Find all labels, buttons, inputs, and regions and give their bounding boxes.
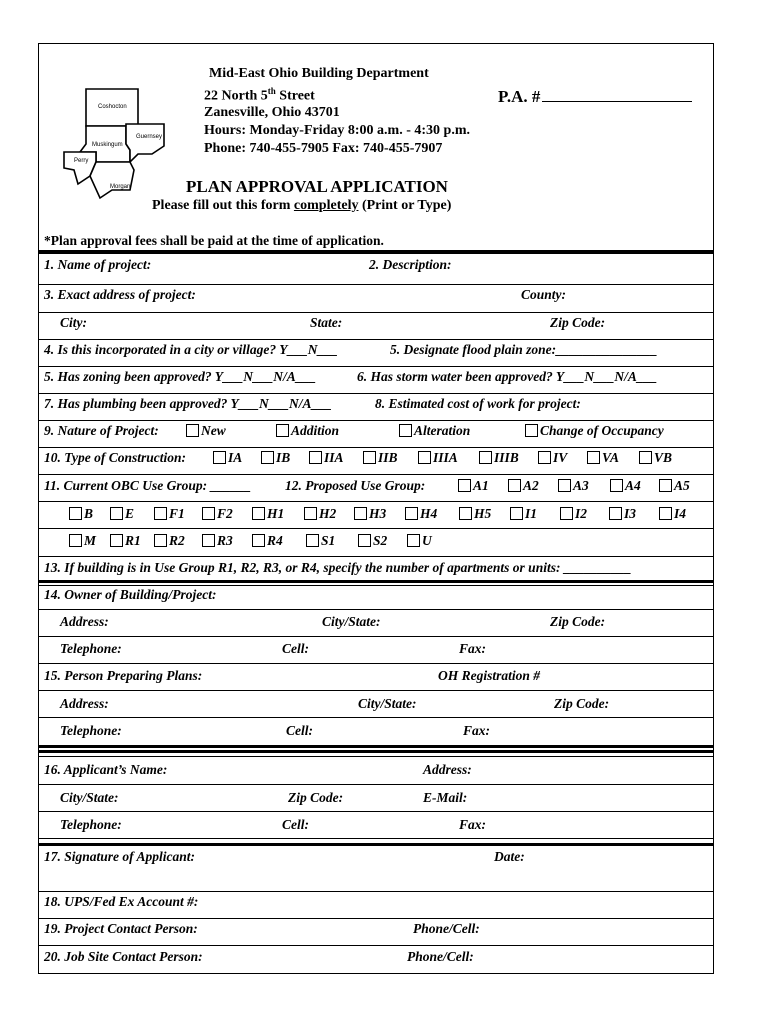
street-suffix: Street bbox=[275, 88, 315, 104]
use-option[interactable] bbox=[558, 478, 589, 494]
preparer-label[interactable]: 15. Person Preparing Plans: bbox=[44, 668, 203, 683]
checkbox[interactable] bbox=[560, 507, 573, 520]
rule bbox=[38, 838, 714, 839]
use-option[interactable] bbox=[610, 478, 641, 494]
county-label[interactable]: County: bbox=[521, 287, 567, 302]
street-prefix: 22 North 5 bbox=[204, 88, 268, 104]
street-sup: th bbox=[267, 86, 276, 96]
checkbox[interactable] bbox=[525, 424, 538, 437]
use-option[interactable] bbox=[358, 533, 387, 549]
checkbox[interactable] bbox=[399, 424, 412, 437]
checkbox[interactable] bbox=[587, 451, 600, 464]
construction-option-label: IB bbox=[276, 450, 291, 465]
project-address-label[interactable]: 3. Exact address of project: bbox=[44, 287, 196, 302]
nature-new-label: New bbox=[201, 423, 226, 438]
use-option-label: H3 bbox=[369, 506, 387, 521]
preparer-fax-label[interactable]: Fax: bbox=[463, 723, 490, 738]
checkbox[interactable] bbox=[479, 451, 492, 464]
checkbox[interactable] bbox=[418, 451, 431, 464]
checkbox[interactable] bbox=[304, 507, 317, 520]
form-subtitle bbox=[152, 198, 500, 214]
construction-option-label: VB bbox=[654, 450, 673, 465]
use-option-label: H5 bbox=[474, 506, 492, 521]
county-morgan bbox=[90, 162, 134, 198]
use-option[interactable] bbox=[202, 533, 233, 549]
use-option-label: B bbox=[84, 506, 94, 521]
checkbox[interactable] bbox=[358, 534, 371, 547]
use-option-label: U bbox=[422, 533, 432, 548]
oh-registration-label[interactable]: OH Registration # bbox=[438, 668, 541, 683]
rule bbox=[38, 284, 714, 285]
rule bbox=[38, 663, 714, 664]
nature-alteration-label: Alteration bbox=[414, 423, 471, 438]
nature-addition-option[interactable] bbox=[276, 423, 339, 439]
rule bbox=[38, 636, 714, 637]
applicant-name-label[interactable]: 16. Applicant’s Name: bbox=[44, 762, 168, 777]
checkbox[interactable] bbox=[609, 507, 622, 520]
checkbox[interactable] bbox=[276, 424, 289, 437]
use-option[interactable] bbox=[407, 533, 432, 549]
rule bbox=[38, 918, 714, 919]
rule bbox=[38, 891, 714, 892]
use-option[interactable] bbox=[560, 506, 587, 522]
applicant-email-label[interactable]: E-Mail: bbox=[423, 790, 468, 805]
use-option[interactable] bbox=[154, 533, 185, 549]
map-label-coshocton: Coshocton bbox=[98, 104, 127, 110]
site-contact-phone-label[interactable]: Phone/Cell: bbox=[407, 949, 474, 964]
flood-zone-question[interactable]: 5. Designate flood plain zone:_______________ bbox=[390, 342, 658, 357]
use-option[interactable] bbox=[354, 506, 386, 522]
nature-alteration-option[interactable] bbox=[399, 423, 470, 439]
preparer-address-label[interactable]: Address: bbox=[60, 696, 109, 711]
rule bbox=[38, 420, 714, 421]
checkbox[interactable] bbox=[252, 534, 265, 547]
rule bbox=[38, 756, 714, 757]
use-option-label: H4 bbox=[420, 506, 438, 521]
use-option-label: A5 bbox=[674, 478, 690, 493]
owner-fax-label[interactable]: Fax: bbox=[459, 641, 486, 656]
use-option-label: R2 bbox=[169, 533, 185, 548]
rule bbox=[38, 811, 714, 812]
site-contact-label[interactable]: 20. Job Site Contact Person: bbox=[44, 949, 203, 964]
checkbox[interactable] bbox=[659, 507, 672, 520]
use-option[interactable] bbox=[306, 533, 335, 549]
project-contact-label[interactable]: 19. Project Contact Person: bbox=[44, 921, 198, 936]
rule bbox=[38, 556, 714, 557]
checkbox[interactable] bbox=[186, 424, 199, 437]
nature-change-option[interactable] bbox=[525, 423, 664, 439]
checkbox[interactable] bbox=[306, 534, 319, 547]
rule bbox=[38, 945, 714, 946]
use-option-label: R1 bbox=[125, 533, 141, 548]
phone-line: Phone: 740-455-7905 Fax: 740-455-7907 bbox=[204, 141, 443, 156]
use-option[interactable] bbox=[154, 506, 185, 522]
checkbox[interactable] bbox=[110, 507, 123, 520]
use-option[interactable] bbox=[69, 533, 96, 549]
rule bbox=[38, 717, 714, 718]
use-option[interactable] bbox=[252, 506, 284, 522]
checkbox[interactable] bbox=[309, 451, 322, 464]
map-label-perry: Perry bbox=[74, 158, 89, 164]
checkbox[interactable] bbox=[538, 451, 551, 464]
pa-label: P.A. # bbox=[498, 87, 541, 106]
preparer-city-state-label[interactable]: City/State: bbox=[358, 696, 417, 711]
applicant-address-label[interactable]: Address: bbox=[423, 762, 472, 777]
construction-option-label: IV bbox=[553, 450, 568, 465]
owner-address-label[interactable]: Address: bbox=[60, 614, 109, 629]
construction-option[interactable] bbox=[479, 450, 519, 466]
rule bbox=[38, 585, 714, 586]
checkbox[interactable] bbox=[610, 479, 623, 492]
form-title: PLAN APPROVAL APPLICATION bbox=[186, 177, 448, 196]
use-option[interactable] bbox=[304, 506, 336, 522]
rule bbox=[38, 339, 714, 340]
use-option-label: A2 bbox=[523, 478, 539, 493]
use-option-label: H2 bbox=[319, 506, 337, 521]
use-option-label: M bbox=[84, 533, 97, 548]
construction-option[interactable] bbox=[261, 450, 290, 466]
checkbox[interactable] bbox=[639, 451, 652, 464]
checkbox[interactable] bbox=[252, 507, 265, 520]
owner-zip-label[interactable]: Zip Code: bbox=[550, 614, 606, 629]
use-option-label: I3 bbox=[624, 506, 637, 521]
construction-label: 10. Type of Construction: bbox=[44, 450, 187, 465]
checkbox[interactable] bbox=[508, 479, 521, 492]
use-option-label: I1 bbox=[525, 506, 538, 521]
map-label-guernsey: Guernsey bbox=[136, 134, 163, 140]
owner-label[interactable]: 14. Owner of Building/Project: bbox=[44, 587, 217, 602]
rule bbox=[38, 250, 714, 254]
description-label[interactable]: 2. Description: bbox=[369, 257, 452, 272]
subtitle-underlined: completely bbox=[293, 198, 359, 213]
proposed-use-label: 12. Proposed Use Group: bbox=[285, 478, 426, 493]
rule bbox=[38, 474, 714, 475]
applicant-fax-label[interactable]: Fax: bbox=[459, 817, 486, 832]
zip-label[interactable]: Zip Code: bbox=[550, 315, 606, 330]
rule bbox=[38, 528, 714, 529]
pa-number[interactable] bbox=[498, 86, 692, 107]
checkbox[interactable] bbox=[659, 479, 672, 492]
use-option-label: A1 bbox=[473, 478, 489, 493]
rule bbox=[38, 501, 714, 502]
applicant-telephone-label[interactable]: Telephone: bbox=[60, 817, 122, 832]
preparer-telephone-label[interactable]: Telephone: bbox=[60, 723, 122, 738]
rule bbox=[38, 690, 714, 691]
owner-telephone-label[interactable]: Telephone: bbox=[60, 641, 122, 656]
checkbox[interactable] bbox=[459, 507, 472, 520]
plumbing-question[interactable]: 7. Has plumbing been approved? Y___N___N/A___ bbox=[44, 396, 332, 411]
checkbox[interactable] bbox=[510, 507, 523, 520]
cost-question[interactable]: 8. Estimated cost of work for project: bbox=[375, 396, 581, 411]
subtitle-post: (Print or Type) bbox=[358, 198, 452, 213]
use-option[interactable] bbox=[405, 506, 437, 522]
checkbox[interactable] bbox=[363, 451, 376, 464]
use-option-label: F1 bbox=[169, 506, 185, 521]
owner-cell-label[interactable]: Cell: bbox=[282, 641, 309, 656]
nature-change-label: Change of Occupancy bbox=[540, 423, 664, 438]
city-line: Zanesville, Ohio 43701 bbox=[204, 105, 340, 120]
storm-water-question[interactable]: 6. Has storm water been approved? Y___N___N/A___ bbox=[357, 369, 658, 384]
rule bbox=[38, 366, 714, 367]
checkbox[interactable] bbox=[558, 479, 571, 492]
construction-option[interactable] bbox=[639, 450, 672, 466]
checkbox[interactable] bbox=[69, 534, 82, 547]
use-option[interactable] bbox=[659, 478, 690, 494]
rule bbox=[38, 784, 714, 785]
current-use-group[interactable]: 11. Current OBC Use Group: ______ bbox=[44, 478, 252, 493]
rule bbox=[38, 312, 714, 313]
use-option[interactable] bbox=[458, 478, 489, 494]
construction-option[interactable] bbox=[213, 450, 242, 466]
applicant-zip-label[interactable]: Zip Code: bbox=[288, 790, 344, 805]
use-option[interactable] bbox=[459, 506, 491, 522]
construction-option[interactable] bbox=[309, 450, 344, 466]
checkbox[interactable] bbox=[154, 534, 167, 547]
department-name: Mid-East Ohio Building Department bbox=[209, 66, 429, 81]
use-option-label: S1 bbox=[321, 533, 336, 548]
owner-city-state-label[interactable]: City/State: bbox=[322, 614, 381, 629]
hours-line: Hours: Monday-Friday 8:00 a.m. - 4:30 p.m. bbox=[204, 123, 470, 138]
nature-new-option[interactable] bbox=[186, 423, 226, 439]
rule bbox=[38, 609, 714, 610]
construction-option[interactable] bbox=[538, 450, 567, 466]
use-option-label: F2 bbox=[217, 506, 233, 521]
use-option-label: H1 bbox=[267, 506, 285, 521]
use-option[interactable] bbox=[659, 506, 686, 522]
rule bbox=[38, 580, 714, 583]
use-option[interactable] bbox=[69, 506, 93, 522]
fees-note: *Plan approval fees shall be paid at the time of application. bbox=[44, 233, 384, 248]
checkbox[interactable] bbox=[458, 479, 471, 492]
use-option[interactable] bbox=[110, 533, 141, 549]
use-option[interactable] bbox=[609, 506, 636, 522]
use-option-label: E bbox=[125, 506, 135, 521]
county-guernsey bbox=[126, 124, 164, 162]
pa-blank[interactable] bbox=[542, 86, 692, 102]
checkbox[interactable] bbox=[213, 451, 226, 464]
checkbox[interactable] bbox=[261, 451, 274, 464]
checkbox[interactable] bbox=[407, 534, 420, 547]
checkbox[interactable] bbox=[110, 534, 123, 547]
nature-label: 9. Nature of Project: bbox=[44, 423, 159, 438]
rule bbox=[38, 447, 714, 448]
account-label[interactable]: 18. UPS/Fed Ex Account #: bbox=[44, 894, 199, 909]
use-option-label: I2 bbox=[575, 506, 588, 521]
construction-option-label: IIB bbox=[378, 450, 398, 465]
use-option[interactable] bbox=[510, 506, 537, 522]
checkbox[interactable] bbox=[69, 507, 82, 520]
state-label[interactable]: State: bbox=[310, 315, 343, 330]
use-option-label: R3 bbox=[217, 533, 233, 548]
checkbox[interactable] bbox=[202, 507, 215, 520]
use-option-label: R4 bbox=[267, 533, 283, 548]
use-option-label: I4 bbox=[674, 506, 687, 521]
use-option[interactable] bbox=[202, 506, 233, 522]
rule bbox=[38, 750, 714, 753]
county-map bbox=[60, 86, 178, 204]
units-question[interactable]: 13. If building is in Use Group R1, R2, R3, or R4, specify the number of apartments or units: __________ bbox=[44, 560, 632, 575]
rule bbox=[38, 843, 714, 846]
city-label[interactable]: City: bbox=[60, 315, 87, 330]
construction-option-label: IIA bbox=[324, 450, 344, 465]
street-address bbox=[204, 86, 315, 105]
project-contact-phone-label[interactable]: Phone/Cell: bbox=[413, 921, 480, 936]
construction-option[interactable] bbox=[587, 450, 619, 466]
checkbox[interactable] bbox=[405, 507, 418, 520]
zoning-question[interactable]: 5. Has zoning been approved? Y___N___N/A___ bbox=[44, 369, 317, 384]
construction-option-label: IA bbox=[228, 450, 243, 465]
use-option[interactable] bbox=[110, 506, 134, 522]
use-option-label: A4 bbox=[625, 478, 641, 493]
use-option-label: A3 bbox=[573, 478, 589, 493]
rule bbox=[38, 393, 714, 394]
use-option[interactable] bbox=[252, 533, 283, 549]
applicant-city-state-label[interactable]: City/State: bbox=[60, 790, 119, 805]
construction-option-label: IIIA bbox=[433, 450, 458, 465]
checkbox[interactable] bbox=[354, 507, 367, 520]
signature-label[interactable]: 17. Signature of Applicant: bbox=[44, 849, 196, 864]
project-name-label[interactable]: 1. Name of project: bbox=[44, 257, 152, 272]
date-label[interactable]: Date: bbox=[494, 849, 525, 864]
construction-option[interactable] bbox=[363, 450, 398, 466]
map-label-morgan: Morgan bbox=[110, 184, 131, 190]
map-label-muskingum: Muskingum bbox=[92, 142, 123, 148]
incorporated-question[interactable]: 4. Is this incorporated in a city or village? Y___N___ bbox=[44, 342, 338, 357]
preparer-cell-label[interactable]: Cell: bbox=[286, 723, 313, 738]
applicant-cell-label[interactable]: Cell: bbox=[282, 817, 309, 832]
nature-addition-label: Addition bbox=[291, 423, 340, 438]
subtitle-pre: Please fill out this form bbox=[152, 198, 294, 213]
construction-option-label: VA bbox=[602, 450, 620, 465]
checkbox[interactable] bbox=[154, 507, 167, 520]
preparer-zip-label[interactable]: Zip Code: bbox=[554, 696, 610, 711]
use-option[interactable] bbox=[508, 478, 539, 494]
checkbox[interactable] bbox=[202, 534, 215, 547]
use-option-label: S2 bbox=[373, 533, 388, 548]
construction-option-label: IIIB bbox=[494, 450, 519, 465]
construction-option[interactable] bbox=[418, 450, 458, 466]
rule bbox=[38, 745, 714, 748]
